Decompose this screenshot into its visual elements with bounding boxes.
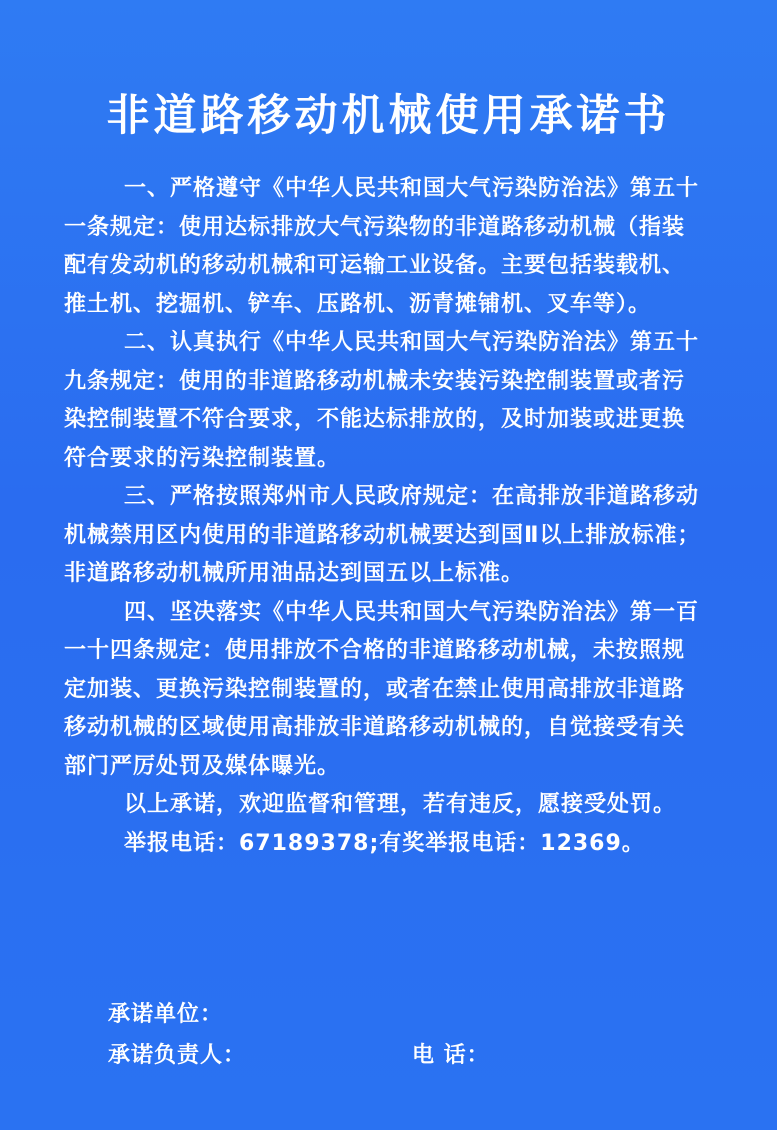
commitment-body (64, 170, 704, 863)
signature-person-label: 承诺负责人： (108, 1043, 247, 1068)
paragraph-2: 二、认真执行《中华人民共和国大气污染防治法》第五十九条规定：使用的非道路移动机械未安装污染控制装置或者污染控制装置不符合要求，不能达标排放的，及时加装或进更换符合要求的污染控制装置。 (64, 330, 700, 471)
paragraph-5: 以上承诺，欢迎监督和管理，若有违反，愿接受处罚。 (124, 792, 677, 817)
signature-phone-label: 电 话： (412, 1043, 490, 1068)
paragraph-1: 一、严格遵守《中华人民共和国大气污染防治法》第五十一条规定：使用达标排放大气污染物的非道路移动机械（指装配有发动机的移动机械和可运输工业设备。主要包括装载机、推土机、挖掘机、铲车、压路机、沥青摊铺机、叉车等）。 (64, 176, 700, 317)
hotline-text: 举报电话：67189378;有奖举报电话：12369。 (124, 830, 645, 856)
document-title: 非道路移动机械使用承诺书 (106, 91, 671, 141)
paragraph-4: 四、坚决落实《中华人民共和国大气污染防治法》第一百一十四条规定：使用排放不合格的非道路移动机械，未按照规定加装、更换污染控制装置的，或者在禁止使用高排放非道路移动机械的区域使用高排放非道路移动机械的，自觉接受有关部门严厉处罚及媒体曝光。 (64, 599, 700, 779)
paragraph-3: 三、严格按照郑州市人民政府规定：在高排放非道路移动机械禁用区内使用的非道路移动机械要达到国Ⅱ以上排放标准；非道路移动机械所用油品达到国五以上标准。 (64, 484, 701, 586)
signature-unit-label: 承诺单位： (108, 1002, 224, 1027)
